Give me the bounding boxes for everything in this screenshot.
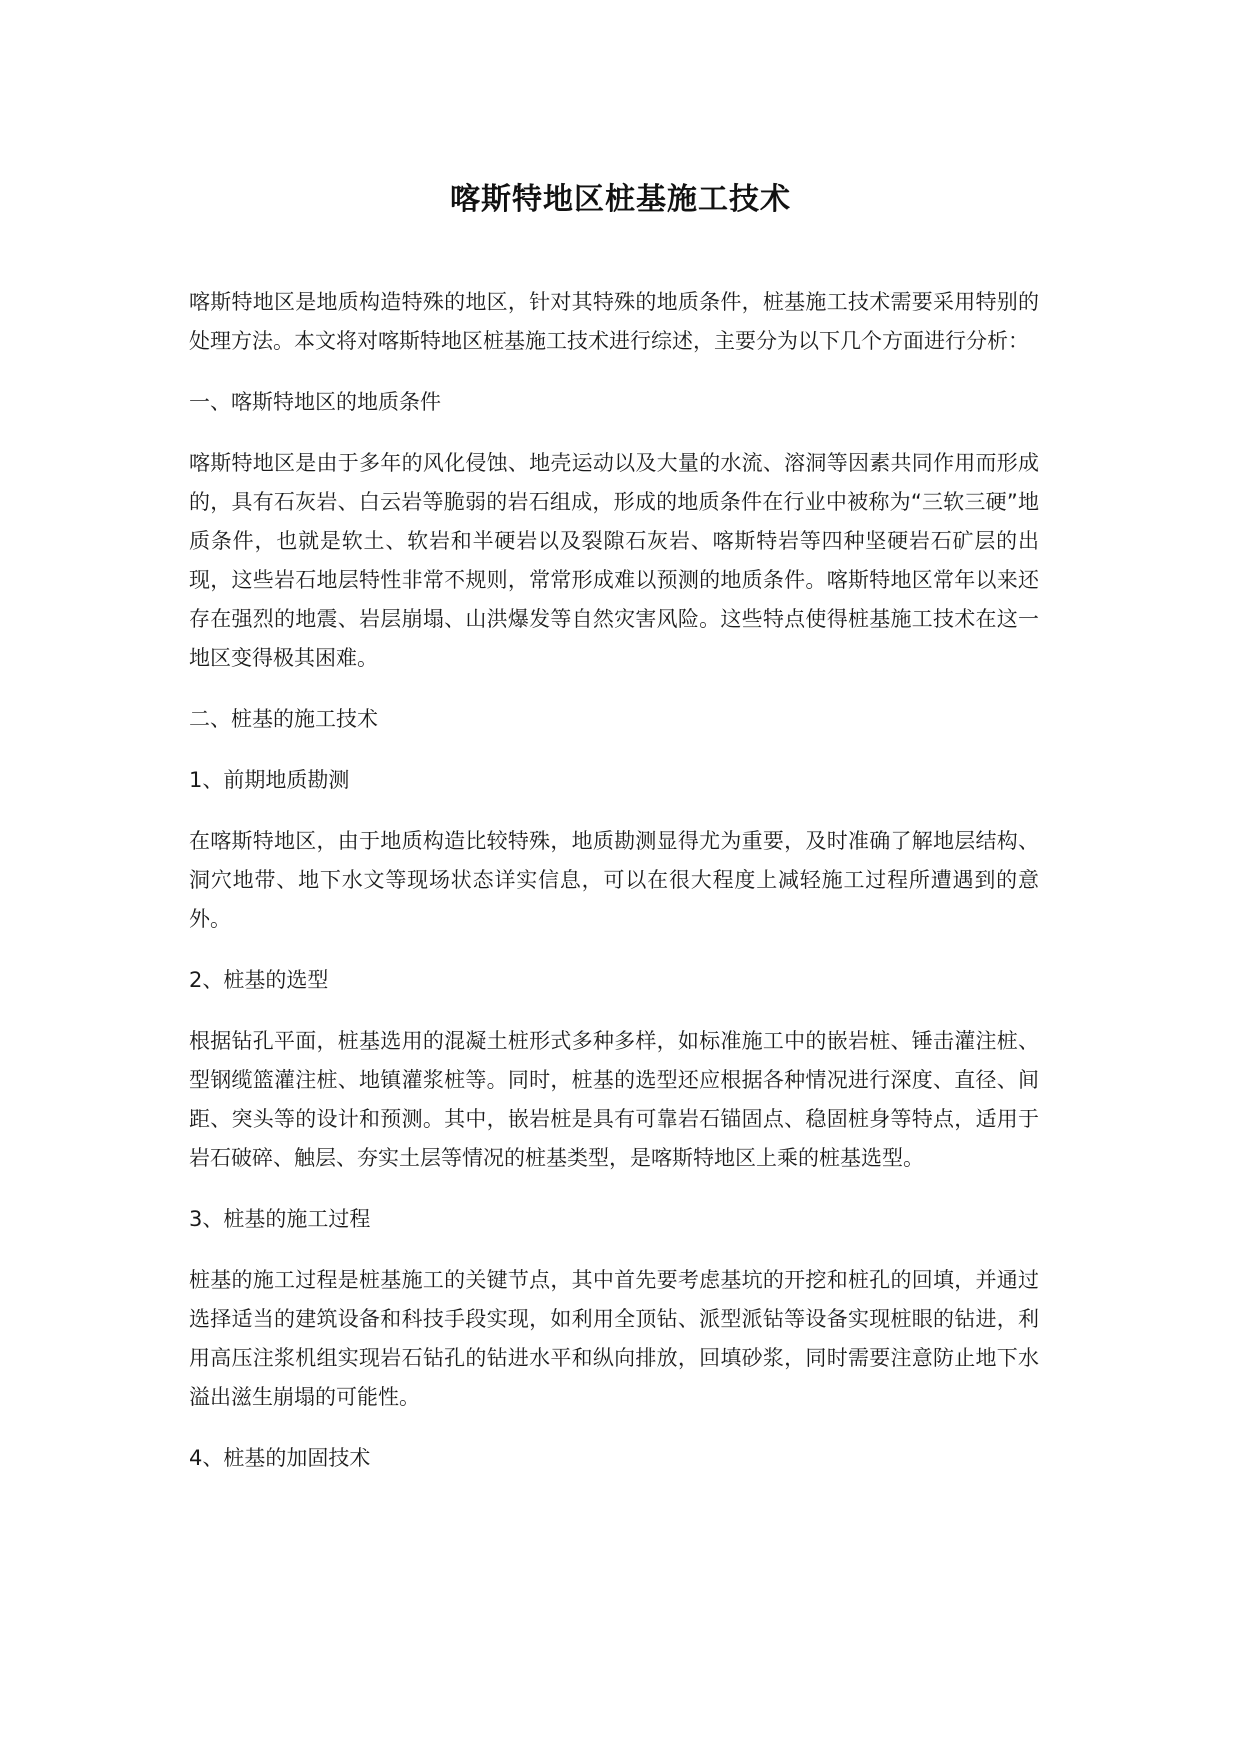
subsection-4-heading: 4、桩基的加固技术 — [189, 1446, 371, 1470]
section-2-heading: 二、桩基的施工技术 — [189, 707, 378, 731]
intro-paragraph: 喀斯特地区是地质构造特殊的地区，针对其特殊的地质条件，桩基施工技术需要采用特别的处理方法。本文将对喀斯特地区桩基施工技术进行综述，主要分为以下几个方面进行分析： — [189, 290, 1039, 353]
section-1-paragraph: 喀斯特地区是由于多年的风化侵蚀、地壳运动以及大量的水流、溶洞等因素共同作用而形成的，具有石灰岩、白云岩等脆弱的岩石组成，形成的地质条件在行业中被称为“三软三硬”地质条件，也就是软土、软岩和半硬岩以及裂隙石灰岩、喀斯特岩等四种坚硬岩石矿层的出现，这些岩石地层特性非常不规则，常常形成难以预测的地质条件。喀斯特地区常年以来还存在强烈的地震、岩层崩塌、山洪爆发等自然灾害风险。这些特点使得桩基施工技术在这一地区变得极其困难。 — [189, 451, 1039, 670]
document-body — [189, 283, 1039, 1500]
subsection-2-paragraph: 根据钻孔平面，桩基选用的混凝土桩形式多种多样，如标准施工中的嵌岩桩、锤击灌注桩、型钢缆篮灌注桩、地镇灌浆桩等。同时，桩基的选型还应根据各种情况进行深度、直径、间距、突头等的设计和预测。其中，嵌岩桩是具有可靠岩石锚固点、稳固桩身等特点，适用于岩石破碎、触层、夯实土层等情况的桩基类型，是喀斯特地区上乘的桩基选型。 — [189, 1029, 1039, 1170]
section-1-heading: 一、喀斯特地区的地质条件 — [189, 390, 441, 414]
document-title: 喀斯特地区桩基施工技术 — [450, 182, 791, 217]
subsection-3-paragraph: 桩基的施工过程是桩基施工的关键节点，其中首先要考虑基坑的开挖和桩孔的回填，并通过选择适当的建筑设备和科技手段实现，如利用全顶钻、派型派钻等设备实现桩眼的钻进，利用高压注浆机组实现岩石钻孔的钻进水平和纵向排放，回填砂浆，同时需要注意防止地下水溢出滋生崩塌的可能性。 — [189, 1268, 1039, 1409]
subsection-3-heading: 3、桩基的施工过程 — [189, 1207, 371, 1231]
subsection-1-heading: 1、前期地质勘测 — [189, 768, 350, 792]
subsection-2-heading: 2、桩基的选型 — [189, 968, 329, 992]
subsection-1-paragraph: 在喀斯特地区，由于地质构造比较特殊，地质勘测显得尤为重要，及时准确了解地层结构、洞穴地带、地下水文等现场状态详实信息，可以在很大程度上减轻施工过程所遭遇到的意外。 — [189, 829, 1039, 931]
